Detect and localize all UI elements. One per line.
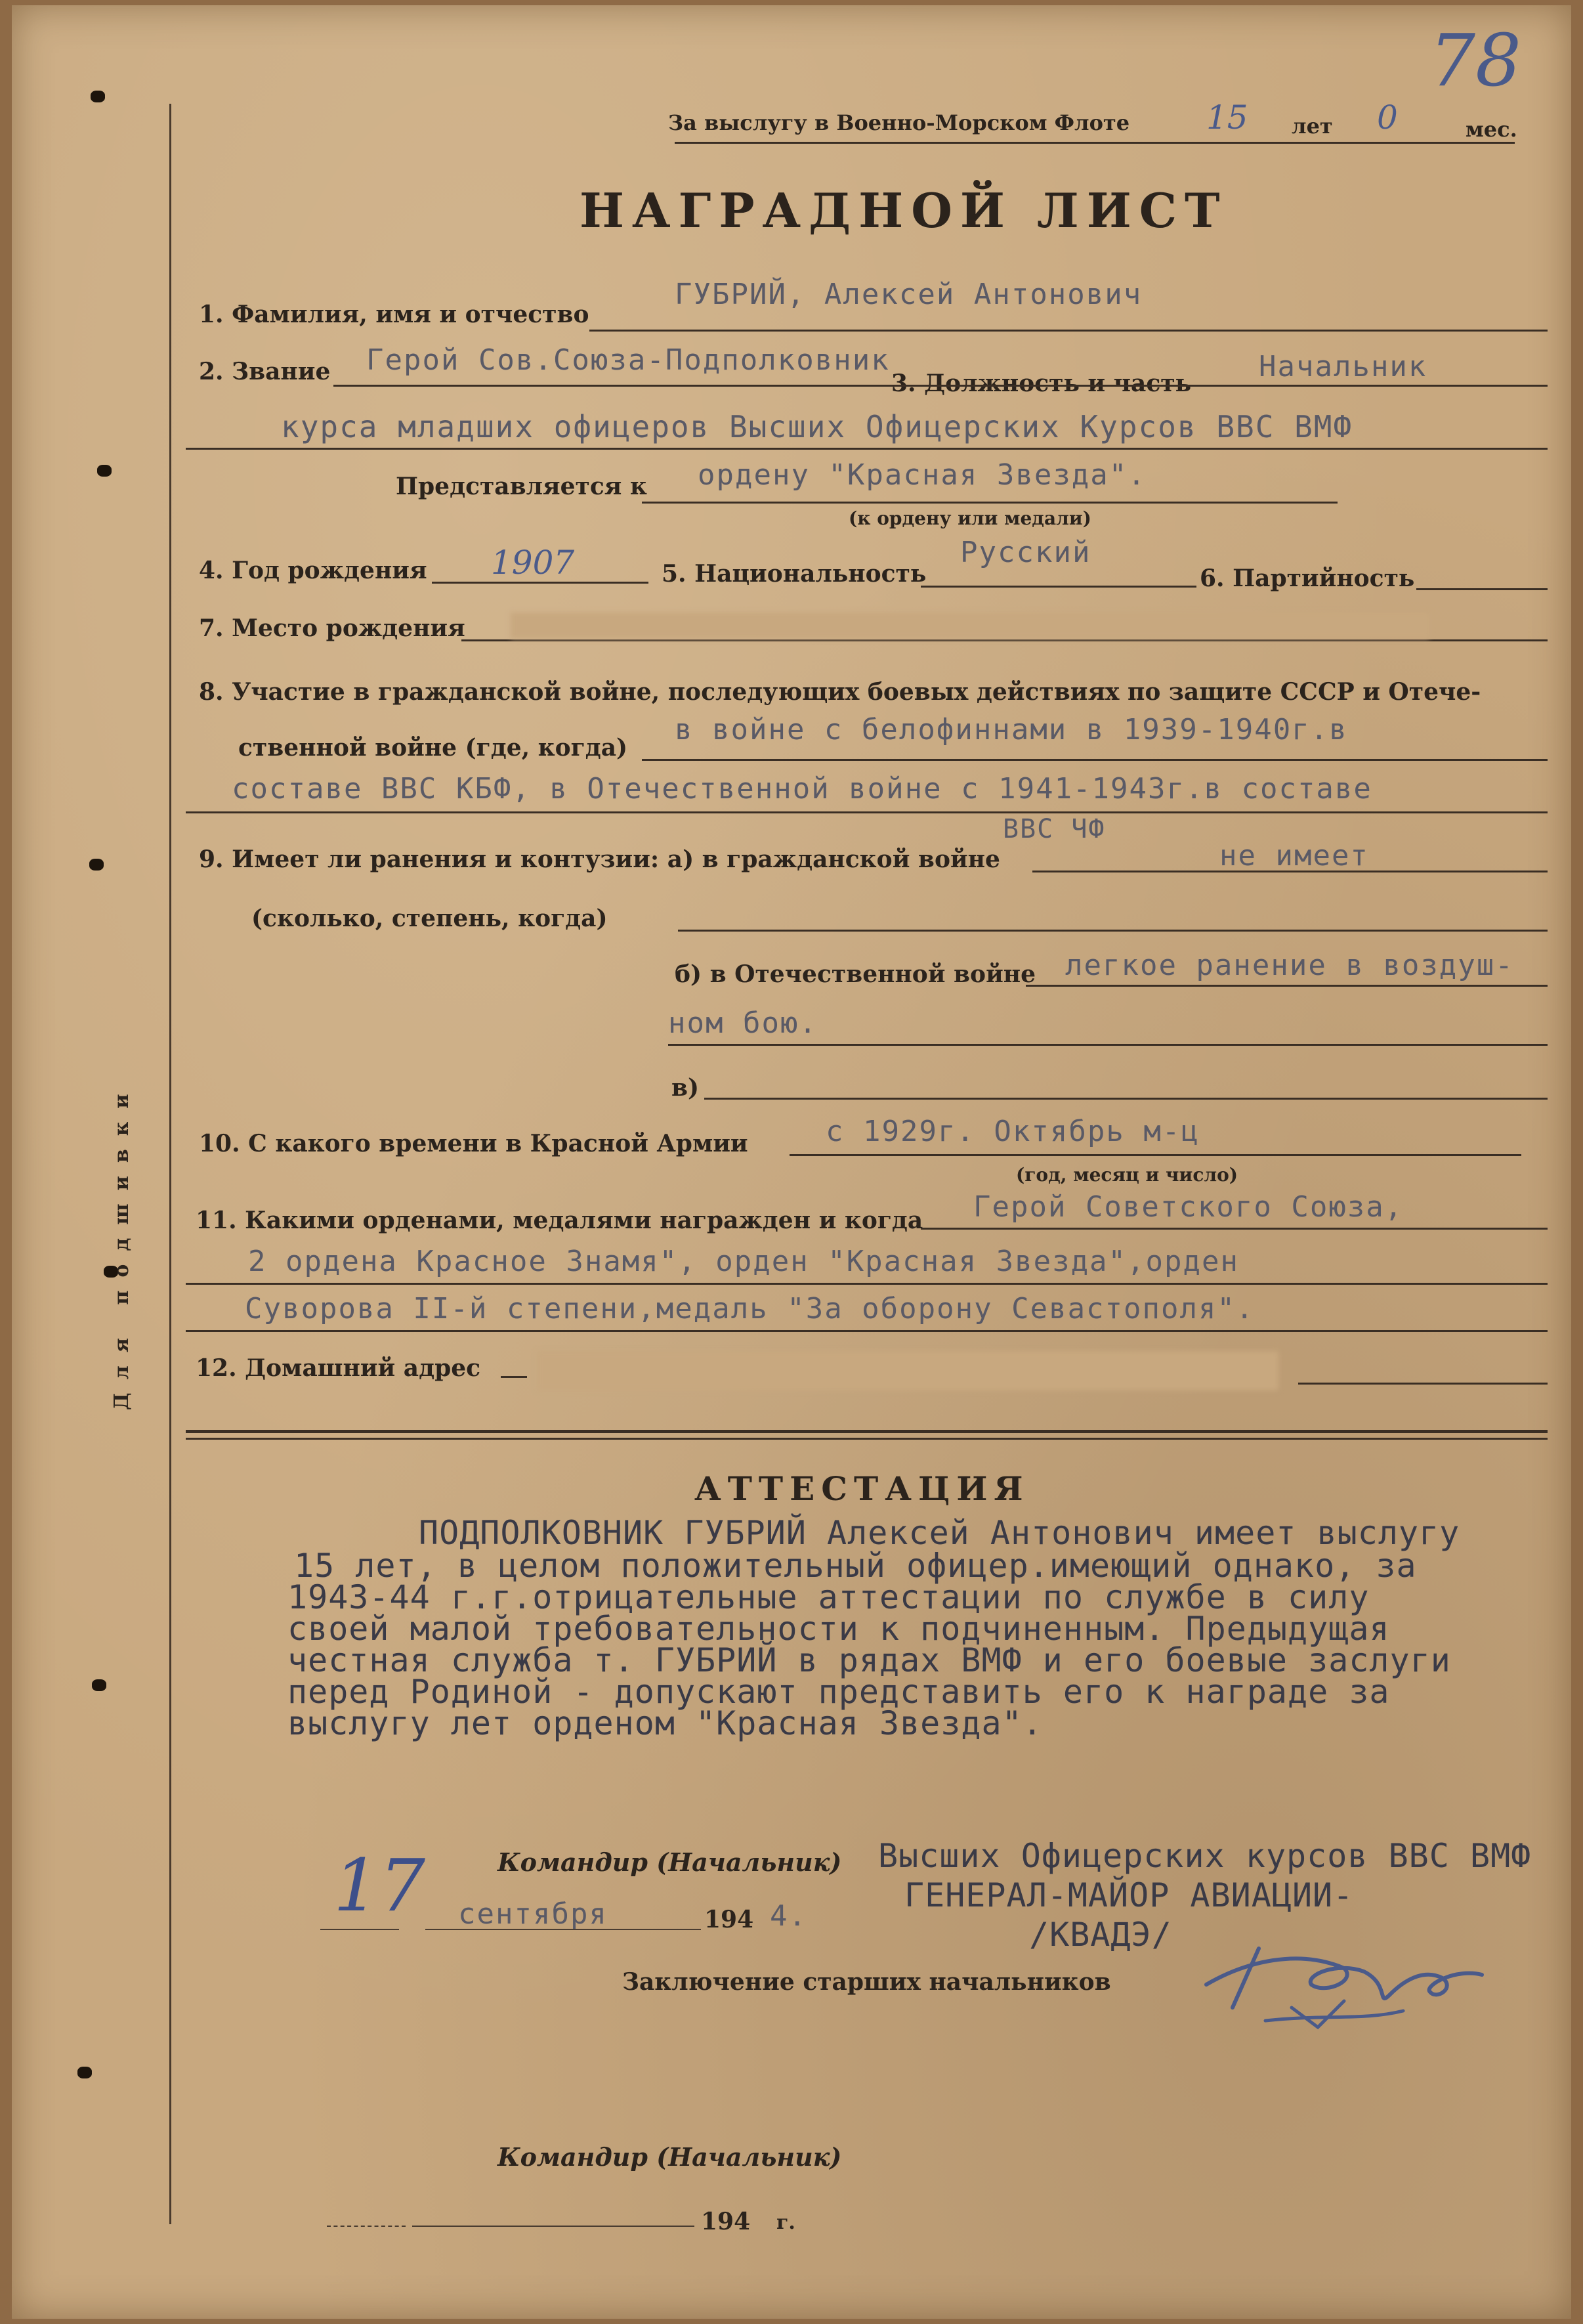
senior-date-month-line [412,2226,694,2227]
field-9b-value-1: легкое ранение в воздуш- [1065,949,1514,982]
field-2-label: 2. Звание [199,358,331,385]
field-9-label: 9. Имеет ли ранения и контузии: а) в гражданской войне [199,846,1000,873]
field-8-label-2: ственной войне (где, когда) [238,734,628,762]
attestation-line: выслугу лет орденом "Красная Звезда". [287,1704,1043,1742]
archive-number: 78 [1429,18,1521,102]
attestation-line: перед Родиной - допускают представить его к награде за [287,1673,1390,1711]
signature [1193,1922,1534,2036]
signature-text [1193,1922,1195,1923]
field-8-value-3: ВВС ЧФ [1003,814,1106,844]
field-3-label: 3. Должность и часть [891,370,1191,397]
field-8-label-1: 8. Участие в гражданской войне, последующих боевых действиях по защите СССР и Отече- [199,678,1481,706]
field-9a-value: не имеет [1219,839,1369,872]
margin-text: Для подшивки [110,1081,133,1410]
date-day-line [320,1929,399,1930]
field-4-label: 4. Год рождения [199,557,427,584]
field-3-value-2: курса младших офицеров Высших Офицерских Курсов ВВС ВМФ [281,409,1353,444]
date-day: 17 [333,1843,425,1927]
binding-hole [89,859,104,871]
attestation-line: 1943-44 г.г.отрицательные аттестации по службе в силу [287,1578,1370,1616]
binding-hole [91,91,105,102]
field-8-value-1: в войне с белофиннами в 1939-1940г.в [675,713,1348,746]
field-9c-line [704,1098,1548,1100]
header-underline [675,142,1515,144]
senior-date-day-line [327,2226,406,2227]
senior-commander-label: Командир (Начальник) [497,2142,842,2172]
years-value: 15 [1206,98,1248,137]
date-month-line [425,1929,701,1930]
presented-value: ордену "Красная Звезда". [698,458,1147,492]
field-9-hint: (сколько, степень, когда) [251,905,608,932]
commander-unit: Высших Офицерских курсов ВВС ВМФ [878,1837,1532,1875]
field-11-line-1 [921,1228,1548,1230]
field-12-label: 12. Домашний адрес [196,1354,481,1382]
field-9c-label: в) [671,1074,700,1102]
attestation-line: честная служба т. ГУБРИЙ в рядах ВМФ и его боевые заслуги [287,1641,1451,1679]
field-6-label: 6. Партийность [1200,565,1415,592]
field-10-hint: (год, месяц и число) [1016,1164,1238,1186]
months-label: мес. [1466,117,1517,142]
field-1-value: ГУБРИЙ, Алексей Антонович [675,278,1143,311]
field-10-line [790,1154,1521,1156]
field-12-dash [501,1376,527,1378]
separator-line [186,1438,1548,1440]
field-8-line-2 [186,811,1548,813]
field-4-line [432,582,648,584]
binding-hole [97,465,112,477]
field-7-line [461,639,1548,641]
field-9b-line-1 [1026,985,1548,987]
attestation-line: 15 лет, в целом положительный офицер.имеющий однако, за [294,1547,1417,1585]
field-7-label: 7. Место рождения [199,614,465,642]
service-prefix: За выслугу в Военно-Морском Флоте [668,110,1130,135]
field-5-value: Русский [960,536,1091,569]
document-title: НАГРАДНОЙ ЛИСТ [580,183,1228,238]
presented-hint: (к ордену или медали) [849,507,1091,529]
attestation-line: своей малой требовательности к подчиненным. Предыдущая [287,1610,1390,1648]
date-month: сентября [458,1897,608,1931]
date-year-prefix: 194 [704,1906,754,1933]
separator-line [186,1430,1548,1433]
field-11-value-1: Герой Советского Союза, [973,1190,1404,1224]
commander-name: /КВАДЭ/ [1029,1916,1172,1954]
signature-icon [1193,1922,1534,2034]
field-1-label: 1. Фамилия, имя и отчество [199,301,589,328]
field-9b-value-2: ном бою. [668,1006,818,1040]
field-12-line [1298,1383,1548,1385]
field-11-label: 11. Какими орденами, медалями награжден и когда [196,1207,923,1234]
presented-label: Представляется к [396,473,647,500]
field-9b-line-2 [668,1044,1548,1046]
field-11-value-3: Суворова II-й степени,медаль "За оборону Севастополя". [245,1292,1255,1325]
field-3-value-1: Начальник [1259,350,1427,383]
commander-rank: ГЕНЕРАЛ-МАЙОР АВИАЦИИ- [904,1876,1354,1914]
field-3-line [186,448,1548,450]
commander-label: Командир (Начальник) [497,1847,842,1877]
conclusion-label: Заключение старших начальников [622,1968,1111,1996]
field-9a-line [1032,871,1548,872]
margin-line [169,104,171,2224]
attestation-title: АТТЕСТАЦИЯ [694,1469,1030,1508]
redacted-area [537,1351,1278,1390]
field-10-label: 10. С какого времени в Красной Армии [199,1130,748,1157]
date-year-suffix: 4. [770,1899,807,1933]
redacted-area [511,613,1429,639]
years-label: лет [1292,114,1333,139]
field-8-line-1 [642,759,1548,761]
field-4-value: 1907 [491,544,575,582]
binding-hole [92,1679,106,1691]
field-11-line-2 [186,1283,1548,1285]
senior-date-year-suffix: г. [776,2211,795,2234]
attestation-line: ПОДПОЛКОВНИК ГУБРИЙ Алексей Антонович имеет выслугу [419,1514,1460,1552]
field-2-value: Герой Сов.Союза-Подполковник [366,343,890,377]
field-8-value-2: составе ВВС КБФ, в Отечественной войне с 1941-1943г.в составе [232,772,1372,806]
document-page [12,5,1571,2319]
months-value: 0 [1377,98,1398,137]
binding-hole [77,2067,92,2078]
field-2-line [333,385,1548,387]
field-10-value: с 1929г. Октябрь м-ц [826,1115,1200,1148]
field-6-line [1416,588,1548,590]
presented-line [642,502,1338,504]
field-9b-label: б) в Отечественной войне [675,960,1036,988]
field-11-value-2: 2 ордена Красное Знамя", орден "Красная Звезда",орден [248,1245,1239,1278]
field-5-line [921,586,1196,588]
field-1-line [589,330,1548,332]
field-9-hint-line [678,930,1548,932]
field-11-line-3 [186,1330,1548,1332]
senior-date-year-prefix: 194 [701,2208,751,2235]
field-5-label: 5. Национальность [662,560,927,588]
